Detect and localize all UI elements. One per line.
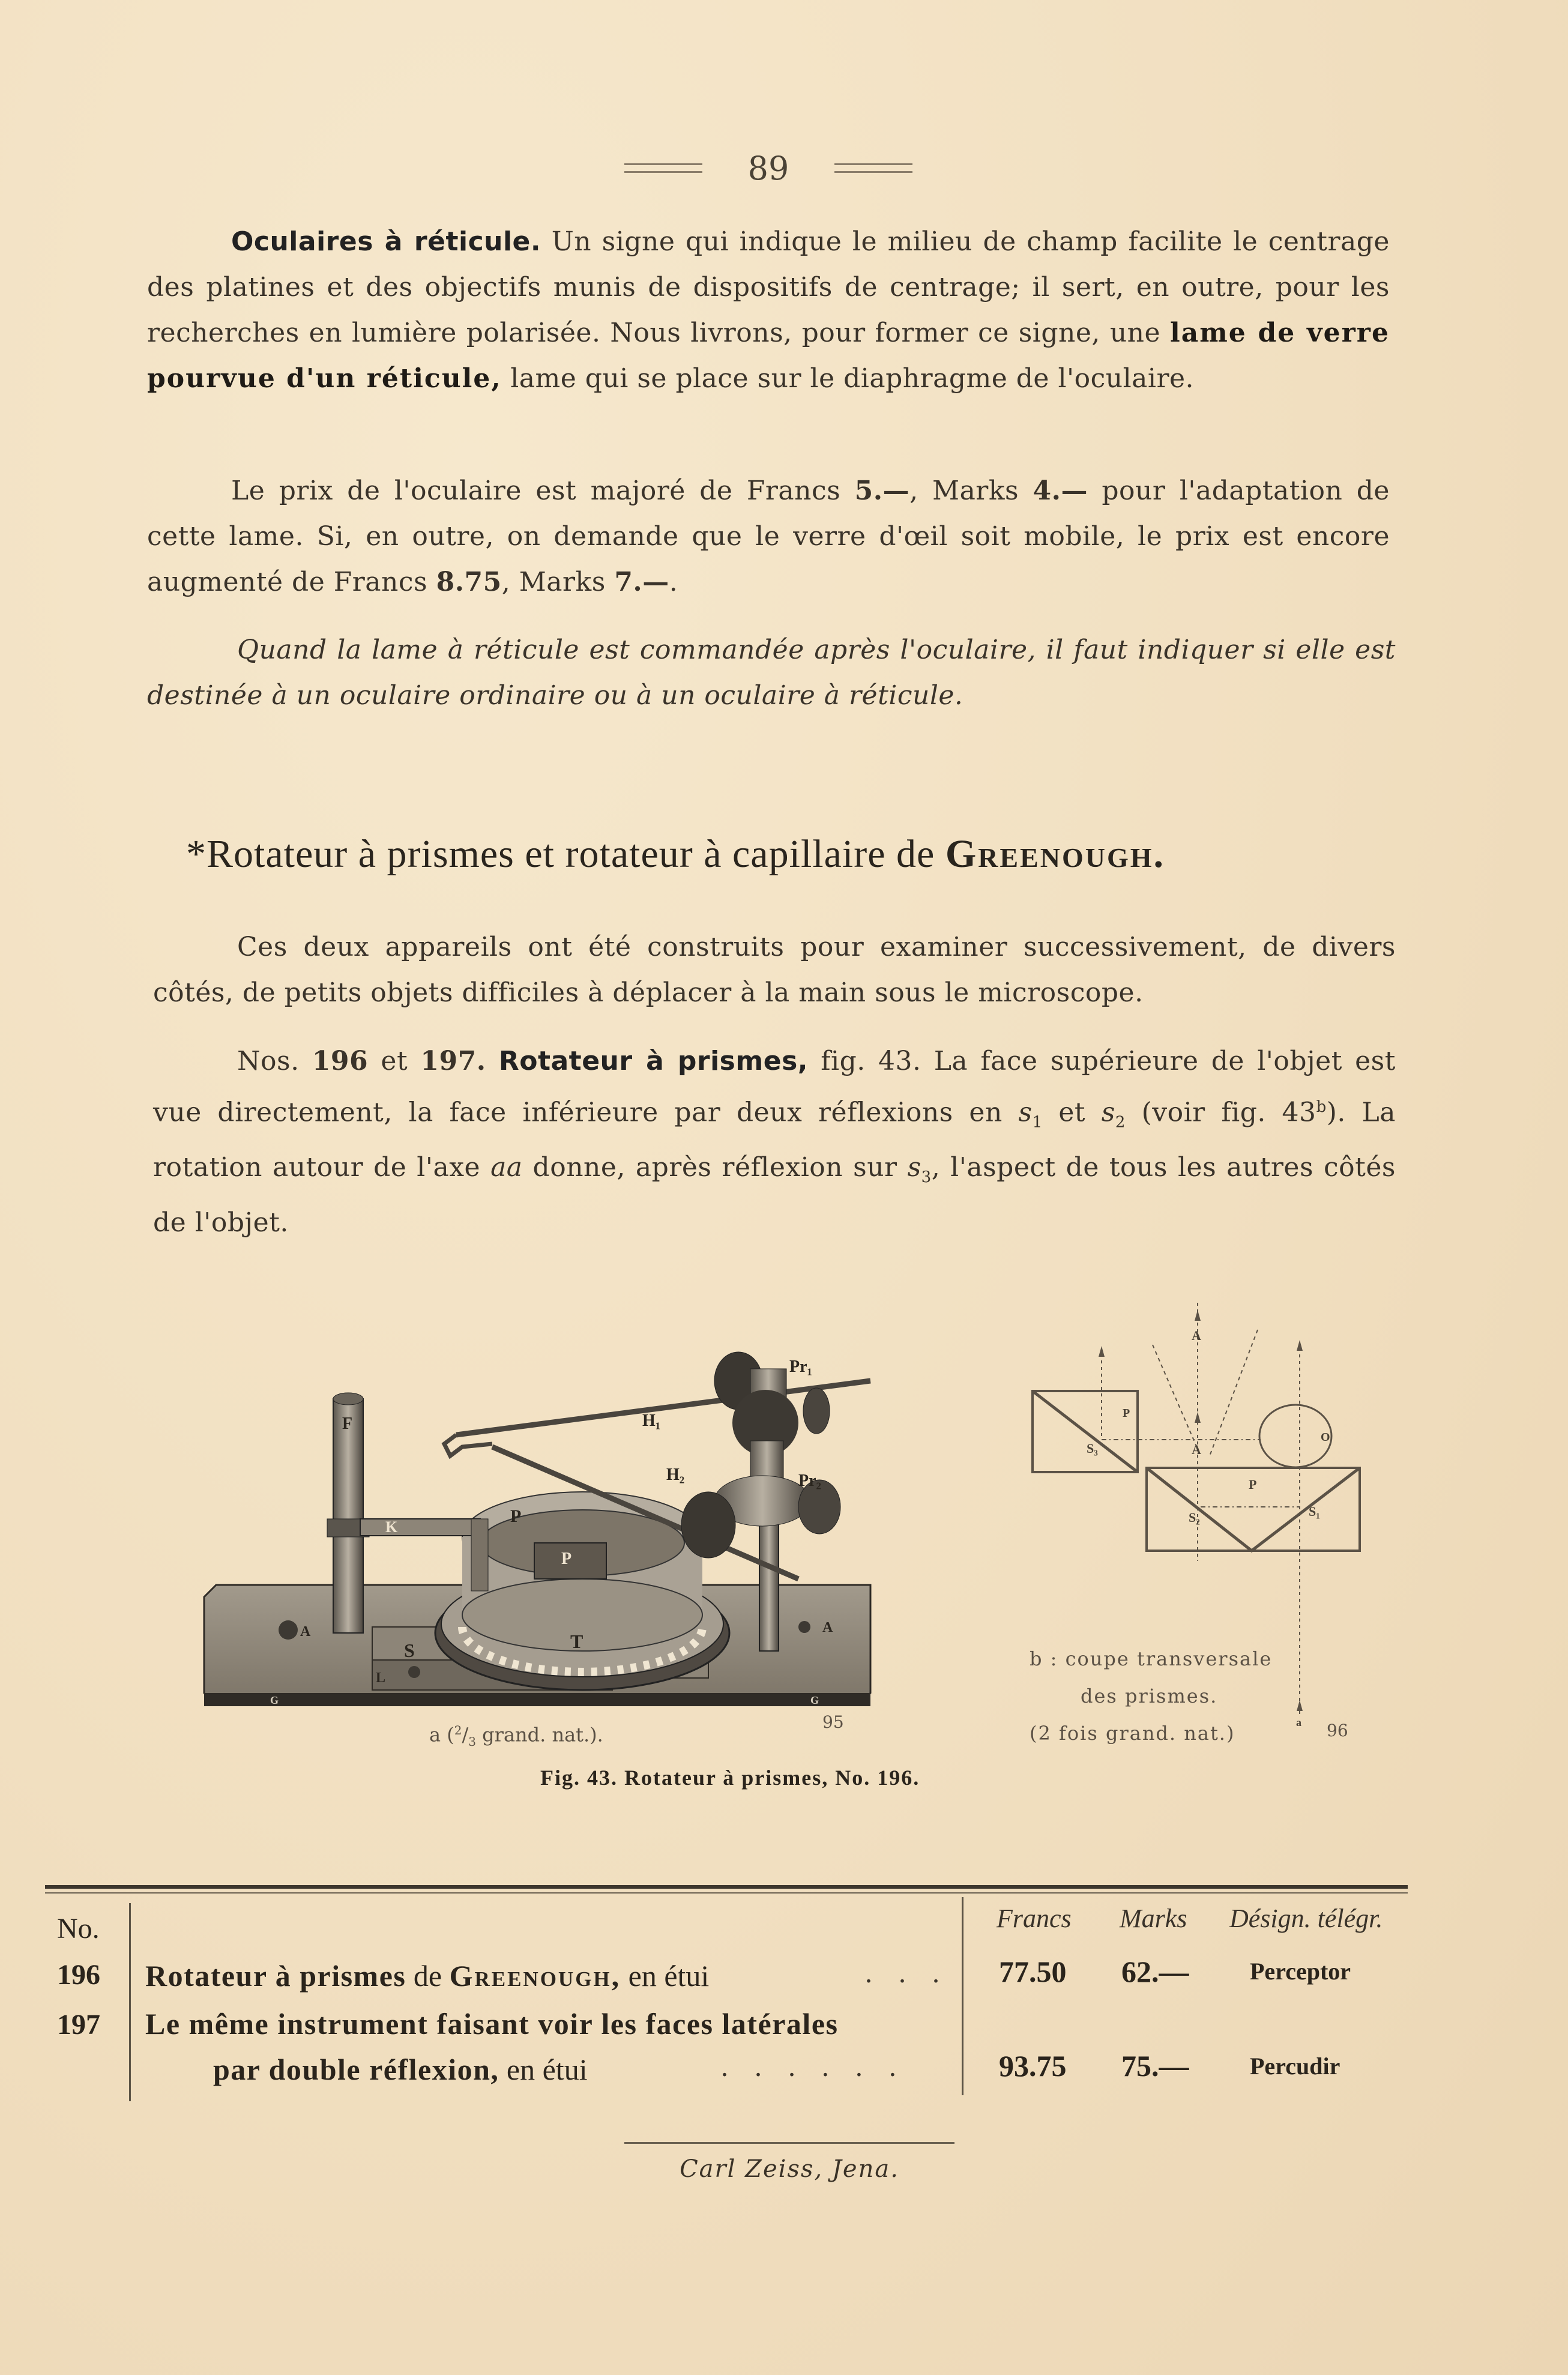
- label-A-top: A: [1192, 1328, 1201, 1343]
- desc-text: en étui: [628, 1959, 710, 1993]
- label-O: O: [1321, 1431, 1330, 1444]
- para-bold-phrase: lame de verre pourvue d'un réticule,: [147, 318, 1390, 394]
- figure-number-96: 96: [1327, 1721, 1348, 1740]
- row-196-number: 196: [57, 1959, 100, 1991]
- label-A-mid: A: [1192, 1442, 1201, 1457]
- lead-heading: Rotateur à prismes,: [498, 1046, 808, 1076]
- row-196-code: Perceptor: [1250, 1958, 1351, 1985]
- symbol-sup: b: [1316, 1098, 1327, 1116]
- heading-text: *Rotateur à prismes et rotateur à capillaire de: [186, 832, 935, 876]
- label-S3: S₃: [1087, 1441, 1098, 1456]
- label-Pr1: Pr₁: [789, 1357, 812, 1376]
- para-text: Le prix de l'oculaire est majoré de Francs: [231, 475, 841, 506]
- paragraph-prix: [147, 468, 1390, 605]
- price-value: 4.—: [1033, 475, 1088, 506]
- para-text: fig. 43. La face supérieure de l'objet est vue directement, la face inférieure par deux réflexions en: [153, 1046, 1396, 1128]
- para-text: Nos.: [237, 1046, 300, 1076]
- symbol: s: [1018, 1097, 1033, 1128]
- desc-bold: Rotateur à prismes: [145, 1959, 406, 1993]
- label-P-large: P: [1249, 1477, 1257, 1492]
- label-a-bottom: a: [1296, 1716, 1301, 1728]
- table-col-divider: [129, 1903, 131, 2101]
- row-197-francs: 93.75: [999, 2049, 1067, 2083]
- label-P-top: P: [510, 1506, 522, 1526]
- caption-line: b : coupe transversale: [1030, 1647, 1273, 1670]
- fraction-num: 2: [454, 1723, 462, 1737]
- paragraph-appareils: [153, 925, 1396, 1016]
- publisher-signature: Carl Zeiss, Jena.: [680, 2155, 899, 2183]
- table-col-divider: [962, 1897, 963, 2095]
- item-number: 197.: [420, 1046, 486, 1076]
- desc-bold: par double réflexion,: [213, 2053, 499, 2086]
- row-197-description-line2: [213, 2052, 588, 2087]
- desc-text: en étui: [506, 2053, 588, 2086]
- lead-heading: Oculaires à réticule.: [231, 226, 541, 257]
- fraction-den: 3: [468, 1734, 476, 1749]
- caption-line: des prismes.: [1081, 1685, 1218, 1707]
- para-text: , Marks: [909, 475, 1019, 506]
- symbol-sub: 3: [921, 1168, 932, 1187]
- label-L: L: [376, 1670, 386, 1686]
- price-value: 8.75: [436, 567, 502, 597]
- label-K: K: [385, 1518, 398, 1536]
- rotator-illustration: [198, 1345, 906, 1729]
- price-value: 5.—: [854, 475, 910, 506]
- row-197-marks: 75.—: [1121, 2049, 1189, 2083]
- label-H2: H₂: [666, 1465, 685, 1484]
- label-G-right: G: [810, 1694, 819, 1706]
- page-number: 89: [747, 149, 789, 187]
- double-rule-right: [834, 163, 912, 173]
- para-text: , Marks: [501, 567, 606, 597]
- col-header-marks: Marks: [1120, 1904, 1187, 1933]
- caption-text: a (: [429, 1723, 454, 1746]
- row-197-leader-dots: . . . . . .: [720, 2052, 905, 2083]
- label-A-right: A: [822, 1620, 833, 1635]
- figure-number-95: 95: [822, 1712, 844, 1732]
- para-text: pour l'adaptation de cette lame. Si, en outre, on demande que le verre d'œil soit mobile, le prix est encore augmenté de Francs: [147, 475, 1390, 597]
- symbol: s: [907, 1152, 921, 1183]
- col-header-no: No.: [57, 1913, 100, 1945]
- para-text: donne, après réflexion sur: [532, 1152, 897, 1183]
- symbol-sub: 1: [1032, 1113, 1043, 1132]
- para-text: , l'aspect de tous les autres côtés de l'objet.: [153, 1152, 1396, 1239]
- desc-bold: Le même instrument faisant voir les faces latérales: [145, 2007, 839, 2041]
- section-heading: [186, 831, 1387, 877]
- label-F: F: [342, 1414, 353, 1433]
- para-text: (voir fig. 43: [1141, 1097, 1316, 1128]
- figure-a-caption: a ($^2/_3$ grand. nat.).: [429, 1723, 603, 1749]
- col-header-francs: Francs: [997, 1904, 1072, 1933]
- paragraph-oculaires: [147, 219, 1390, 402]
- label-S1: S₁: [1309, 1504, 1320, 1519]
- para-text: .: [669, 567, 678, 597]
- label-S: S: [404, 1640, 415, 1661]
- para-text: et: [381, 1046, 408, 1076]
- desc-text: de: [413, 1959, 442, 1993]
- price-value: 7.—: [614, 567, 669, 597]
- para-text: Un signe qui indique le milieu de champ facilite le centrage des platines et des objectifs munis de dispositifs de centrage; il sert, en outre, pour les recherches en lumière polarisée. Nous livrons, pour former ce signe, une: [147, 226, 1390, 348]
- item-number: 196: [312, 1046, 369, 1076]
- label-P-small: P: [1123, 1407, 1130, 1420]
- para-text: Ces deux appareils ont été construits pour examiner successivement, de divers côtés, de petits objets difficiles à déplacer à la main sous le microscope.: [153, 932, 1396, 1008]
- paragraph-note-italic: [147, 627, 1396, 719]
- figure-b-caption: [1030, 1640, 1312, 1752]
- row-197-code: Percudir: [1250, 2053, 1340, 2080]
- label-S2: S₂: [1189, 1510, 1200, 1525]
- row-196-leader-dots: . . .: [864, 1958, 948, 1989]
- footer-rule: [624, 2142, 954, 2144]
- col-header-code: Désign. télégr.: [1229, 1904, 1383, 1933]
- table-top-rule: [45, 1885, 1408, 1889]
- para-text: lame qui se place sur le diaphragme de l'oculaire.: [510, 363, 1195, 394]
- row-197-number: 197: [57, 2009, 100, 2041]
- figure-caption: Fig. 43. Rotateur à prismes, No. 196.: [540, 1766, 920, 1790]
- label-P-inner: P: [561, 1550, 572, 1568]
- row-197-description-line1: [145, 2006, 838, 2041]
- caption-text: grand. nat.).: [482, 1723, 603, 1746]
- caption-line: (2 fois grand. nat.): [1030, 1722, 1235, 1745]
- heading-name: Greenough.: [945, 832, 1166, 876]
- row-196-description: [145, 1958, 709, 1993]
- symbol: aa: [490, 1152, 523, 1183]
- table-top-rule-thin: [45, 1892, 1408, 1894]
- para-text: Quand la lame à réticule est commandée après l'oculaire, il faut indiquer si elle est destinée à un oculaire ordinaire ou à un oculaire à réticule.: [147, 635, 1396, 711]
- label-A-left: A: [300, 1624, 311, 1640]
- para-text: et: [1058, 1097, 1086, 1128]
- double-rule-left: [624, 163, 702, 173]
- page-number-header: [624, 147, 912, 189]
- paragraph-nos: [153, 1039, 1396, 1246]
- symbol-sub: 2: [1115, 1113, 1126, 1132]
- row-196-francs: 77.50: [999, 1955, 1067, 1988]
- row-196-marks: 62.—: [1121, 1955, 1189, 1988]
- symbol: s: [1101, 1097, 1115, 1128]
- label-Pr2: Pr₂: [798, 1471, 821, 1490]
- label-G-left: G: [270, 1694, 279, 1706]
- label-T: T: [570, 1631, 583, 1652]
- desc-name: Greenough,: [449, 1959, 621, 1993]
- para-text: ). La rotation autour de l'axe: [153, 1097, 1396, 1183]
- label-H1: H₁: [642, 1411, 661, 1430]
